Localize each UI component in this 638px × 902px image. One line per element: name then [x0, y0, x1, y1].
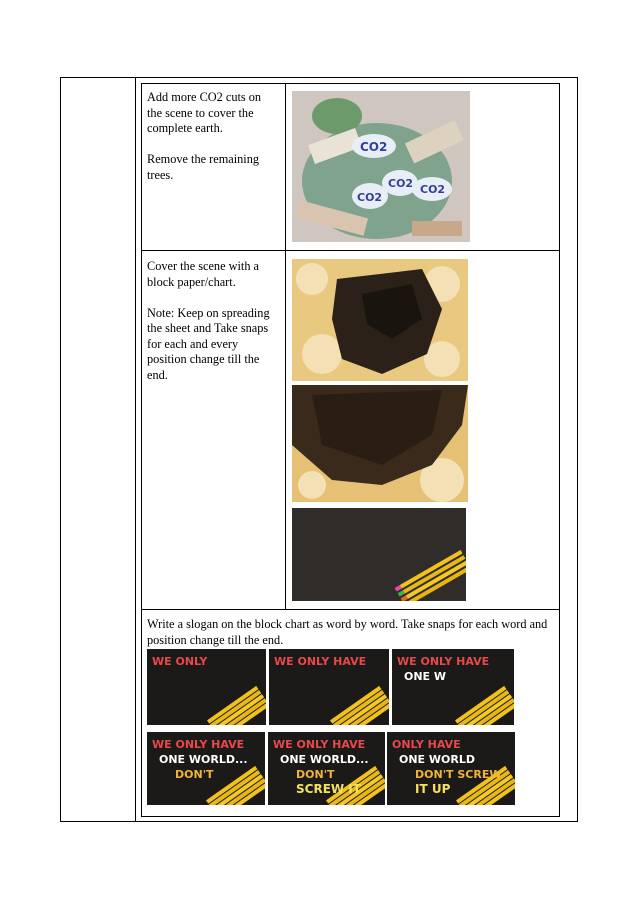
slogan-line: ONLY HAVE — [392, 738, 461, 751]
slogan-line: WE ONLY HAVE — [152, 738, 245, 751]
co2-label-1: CO2 — [360, 140, 388, 154]
row-divider-1 — [141, 250, 560, 251]
slogan-frame-photo — [147, 649, 266, 725]
slogan-frame-photo — [387, 732, 515, 805]
slogan-frame-photo — [269, 649, 389, 725]
co2-label-4: CO2 — [420, 183, 446, 196]
slogan-frame-photo — [147, 732, 265, 805]
slogan-line: WE ONLY HAVE — [397, 655, 490, 668]
slogan-line: DON'T SCREW — [415, 768, 502, 781]
co2-earth-photo — [292, 91, 470, 242]
slogan-line: ONE W — [404, 670, 447, 683]
slogan-line: DON'T — [296, 768, 335, 781]
slogan-frame-photo — [392, 649, 514, 725]
row-divider-2 — [141, 609, 560, 610]
slogan-line: WE ONLY HAVE — [274, 655, 367, 668]
slogan-line: WE ONLY — [152, 655, 208, 668]
black-paper-photo-2 — [292, 385, 468, 502]
co2-label-3: CO2 — [388, 177, 414, 190]
slogan-line: ONE WORLD... — [280, 753, 369, 766]
slogan-line: ONE WORLD — [399, 753, 475, 766]
row1-text — [147, 90, 279, 199]
slogan-line: WE ONLY HAVE — [273, 738, 366, 751]
outer-column-divider — [135, 77, 136, 822]
row2-paragraph-2: Note: Keep on spreading the sheet and Take snaps for each and every position change till the end. — [147, 305, 270, 382]
slogan-line: SCREW IT — [296, 782, 361, 796]
row2-text — [147, 259, 279, 399]
inner-column-divider — [285, 83, 286, 610]
slogan-line: DON'T — [175, 768, 214, 781]
co2-label-2: CO2 — [357, 191, 383, 204]
slogan-line: ONE WORLD... — [159, 753, 248, 766]
black-chart-with-pens-photo — [292, 508, 466, 601]
slogan-frame-photo — [268, 732, 385, 805]
row2-paragraph-1: Cover the scene with a block paper/chart. — [147, 259, 259, 289]
black-paper-photo-1 — [292, 259, 468, 381]
row1-paragraph-2: Remove the remaining trees. — [147, 152, 260, 182]
row3-instruction: Write a slogan on the block chart as word by word. Take snaps for each word and position change till the end. — [147, 617, 548, 647]
row1-paragraph-1: Add more CO2 cuts on the scene to cover the complete earth. — [147, 90, 262, 135]
slogan-line: IT UP — [415, 782, 451, 796]
